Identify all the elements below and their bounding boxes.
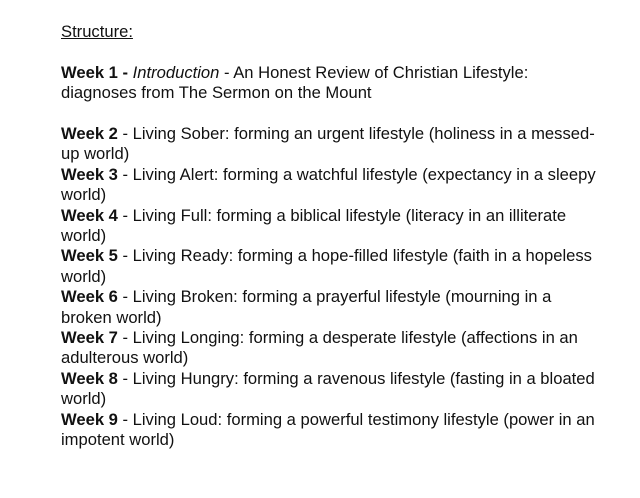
week-description: - Living Longing: forming a desperate lifestyle (affections in an adulterous world) [61,328,578,368]
week-entry-intro [61,63,601,104]
week-label: Week 2 [61,124,118,143]
week-entry [61,124,601,165]
week-entry [61,206,601,247]
week-label: Week 7 [61,328,118,348]
week-entry [61,165,601,206]
week-label: Week 5 [61,246,118,266]
week-label: Week 1 - [61,62,129,82]
week-entry [61,410,601,451]
week-description: - An Honest Review of Christian Lifestyle: diagnoses from The Sermon on the Mount [61,62,529,103]
week-description: - Living Alert: forming a watchful lifestyle (expectancy in a sleepy world) [61,164,596,205]
week-intro-title: Introduction [132,62,220,82]
week-entry [61,246,601,287]
document-body [61,22,601,451]
week-description: - Living Hungry: forming a ravenous lifestyle (fasting in a bloated world) [61,368,595,409]
week-description: - Living Loud: forming a powerful testimony lifestyle (power in an impotent world) [61,409,595,450]
week-description: - Living Broken: forming a prayerful lifestyle (mourning in a broken world) [61,287,552,327]
week-label: Week 9 [61,409,118,429]
week-label: Week 3 [61,164,118,184]
week-description: - Living Ready: forming a hope-filled lifestyle (faith in a hopeless world) [61,246,592,286]
spacer [61,42,601,62]
week-entry [61,328,601,369]
week-description: - Living Full: forming a biblical lifestyle (literacy in an illiterate world) [61,205,567,246]
week-entry [61,287,601,328]
week-entry [61,369,601,410]
week-label: Week 6 [61,287,118,307]
spacer [61,104,601,124]
structure-heading: Structure: [61,22,133,41]
week-description: - Living Sober: forming an urgent lifestyle (holiness in a messed-up world) [61,124,595,164]
week-label: Week 4 [61,205,118,225]
week-label: Week 8 [61,368,118,388]
